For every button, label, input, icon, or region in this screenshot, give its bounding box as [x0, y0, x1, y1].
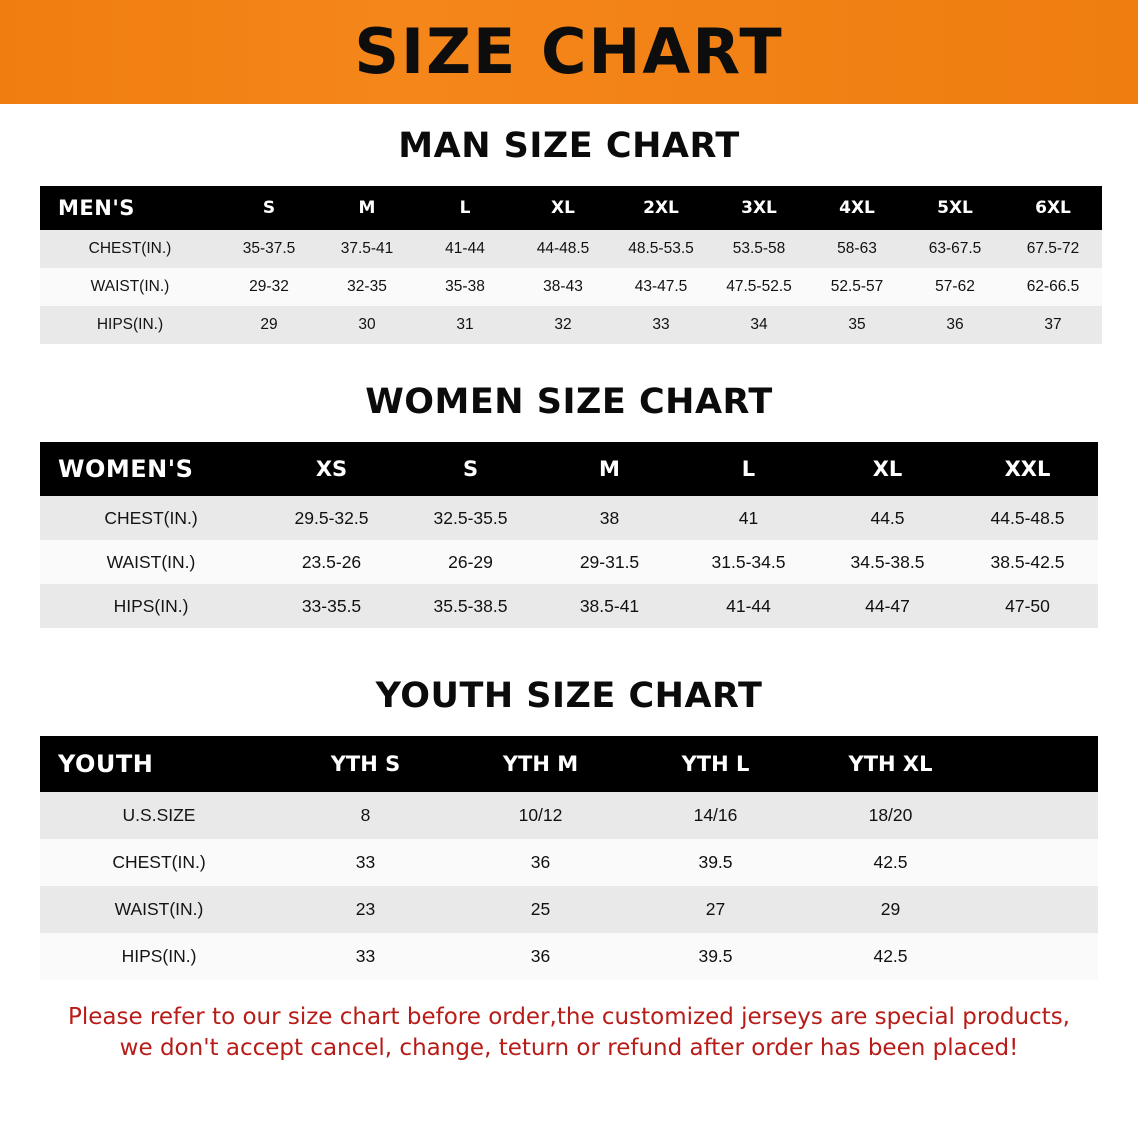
man-header-cell-3: L	[416, 186, 514, 230]
man-cell-0-3: 44-48.5	[536, 240, 590, 257]
women-cell-1-1: 26-29	[448, 551, 493, 572]
youth-table-wrapper	[40, 736, 1098, 980]
man-row-label-0: CHEST(IN.)	[88, 240, 172, 257]
women-header-cell-2: S	[401, 442, 540, 496]
women-header-cell-0: WOMEN'S	[40, 442, 262, 496]
youth-cell-1-2: 39.5	[698, 852, 733, 872]
women-size-table	[40, 442, 1098, 628]
header-banner	[0, 0, 1138, 104]
man-cell-0-1: 37.5-41	[340, 240, 394, 257]
man-cell-0-6: 58-63	[837, 240, 877, 257]
man-cell-0-2: 41-44	[445, 240, 485, 257]
youth-header-cell-blank	[978, 736, 1098, 792]
women-cell-0-3: 41	[738, 507, 759, 528]
women-header-cell-4: L	[679, 442, 818, 496]
man-cell-1-0: 29-32	[249, 278, 289, 295]
women-cell-1-4: 34.5-38.5	[850, 551, 925, 572]
man-header-cell-7: 4XL	[808, 186, 906, 230]
man-header-cell-0: MEN'S	[40, 186, 220, 230]
women-header-cell-5: XL	[818, 442, 957, 496]
man-cell-2-1: 30	[358, 316, 376, 333]
youth-header-cell-1: YTH S	[278, 736, 453, 792]
table-row	[40, 268, 1102, 306]
youth-cell-3-3: 42.5	[873, 946, 908, 966]
man-header-cell-6: 3XL	[710, 186, 808, 230]
man-cell-0-0: 35-37.5	[242, 240, 296, 257]
youth-cell-0-blank	[978, 792, 1098, 839]
disclaimer-line-1: Please refer to our size chart before order,the customized jerseys are special products,	[67, 1004, 1070, 1030]
man-cell-2-5: 34	[750, 316, 768, 333]
youth-cell-3-blank	[978, 933, 1098, 980]
women-cell-0-1: 32.5-35.5	[433, 507, 508, 528]
women-row-label-1: WAIST(IN.)	[106, 551, 196, 572]
women-header-cell-1: XS	[262, 442, 401, 496]
women-cell-1-3: 31.5-34.5	[711, 551, 786, 572]
women-table-header-row	[40, 442, 1098, 496]
women-cell-2-4: 44-47	[865, 595, 910, 616]
man-header-cell-1: S	[220, 186, 318, 230]
women-cell-0-4: 44.5	[870, 507, 905, 528]
man-header-cell-2: M	[318, 186, 416, 230]
youth-cell-3-0: 33	[355, 946, 376, 966]
women-section-title: WOMEN SIZE CHART	[365, 382, 773, 422]
women-cell-0-0: 29.5-32.5	[294, 507, 369, 528]
youth-cell-2-0: 23	[355, 899, 376, 919]
women-row-label-0: CHEST(IN.)	[104, 507, 198, 528]
man-cell-0-5: 53.5-58	[732, 240, 786, 257]
table-row	[40, 839, 1098, 886]
disclaimer-line-2: we don't accept cancel, change, teturn or refund after order has been placed!	[119, 1035, 1019, 1062]
youth-section-title: YOUTH SIZE CHART	[375, 676, 763, 716]
youth-cell-1-blank	[978, 839, 1098, 886]
youth-cell-2-1: 25	[530, 899, 551, 919]
man-header-cell-4: XL	[514, 186, 612, 230]
man-cell-2-7: 36	[946, 316, 964, 333]
table-row	[40, 230, 1102, 268]
youth-header-cell-4: YTH XL	[803, 736, 978, 792]
youth-table-header-row	[40, 736, 1098, 792]
women-cell-1-5: 38.5-42.5	[990, 551, 1065, 572]
youth-header-cell-3: YTH L	[628, 736, 803, 792]
man-cell-1-7: 57-62	[935, 278, 975, 295]
page-title: SIZE CHART	[354, 15, 784, 88]
youth-cell-2-3: 29	[880, 899, 901, 919]
women-row-label-2: HIPS(IN.)	[113, 595, 189, 616]
man-cell-1-1: 32-35	[347, 278, 387, 295]
table-row	[40, 933, 1098, 980]
women-cell-2-3: 41-44	[726, 595, 771, 616]
youth-header-cell-2: YTH M	[453, 736, 628, 792]
man-cell-2-4: 33	[652, 316, 670, 333]
women-cell-2-2: 38.5-41	[579, 595, 640, 616]
youth-cell-0-2: 14/16	[693, 805, 738, 825]
youth-cell-3-1: 36	[530, 946, 551, 966]
man-cell-2-6: 35	[848, 316, 866, 333]
table-row	[40, 886, 1098, 933]
women-header-cell-6: XXL	[957, 442, 1098, 496]
table-row	[40, 496, 1098, 540]
table-row	[40, 792, 1098, 839]
youth-cell-1-0: 33	[355, 852, 376, 872]
women-cell-2-0: 33-35.5	[301, 595, 362, 616]
youth-size-table	[40, 736, 1098, 980]
women-header-cell-3: M	[540, 442, 679, 496]
man-section-title: MAN SIZE CHART	[398, 126, 740, 166]
youth-cell-0-3: 18/20	[868, 805, 913, 825]
youth-cell-0-1: 10/12	[518, 805, 563, 825]
man-cell-2-0: 29	[260, 316, 278, 333]
man-table-header-row	[40, 186, 1102, 230]
man-cell-1-6: 52.5-57	[830, 278, 884, 295]
man-size-table	[40, 186, 1102, 344]
youth-cell-1-3: 42.5	[873, 852, 908, 872]
youth-row-label-3: HIPS(IN.)	[121, 946, 197, 966]
youth-cell-3-2: 39.5	[698, 946, 733, 966]
man-cell-2-2: 31	[456, 316, 474, 333]
man-cell-0-4: 48.5-53.5	[628, 240, 694, 257]
man-cell-1-4: 43-47.5	[634, 278, 688, 295]
table-row	[40, 584, 1098, 628]
man-cell-0-8: 67.5-72	[1026, 240, 1080, 257]
man-cell-2-8: 37	[1044, 316, 1062, 333]
table-row	[40, 540, 1098, 584]
man-header-cell-8: 5XL	[906, 186, 1004, 230]
man-cell-1-3: 38-43	[543, 278, 583, 295]
women-table-wrapper	[40, 442, 1098, 628]
youth-row-label-2: WAIST(IN.)	[114, 899, 204, 919]
table-row	[40, 306, 1102, 344]
women-cell-2-1: 35.5-38.5	[433, 595, 508, 616]
man-cell-1-5: 47.5-52.5	[726, 278, 792, 295]
youth-cell-2-blank	[978, 886, 1098, 933]
women-cell-2-5: 47-50	[1005, 595, 1050, 616]
youth-header-cell-0: YOUTH	[40, 736, 278, 792]
youth-cell-0-0: 8	[360, 805, 371, 825]
youth-cell-1-1: 36	[530, 852, 551, 872]
man-row-label-1: WAIST(IN.)	[90, 278, 170, 295]
man-header-cell-9: 6XL	[1004, 186, 1102, 230]
women-cell-0-5: 44.5-48.5	[990, 507, 1065, 528]
man-cell-2-3: 32	[554, 316, 572, 333]
man-cell-1-2: 35-38	[445, 278, 485, 295]
women-cell-1-2: 29-31.5	[579, 551, 640, 572]
man-table-wrapper	[40, 186, 1098, 344]
women-cell-1-0: 23.5-26	[301, 551, 362, 572]
disclaimer-note	[36, 1002, 1102, 1065]
man-header-cell-5: 2XL	[612, 186, 710, 230]
man-cell-1-8: 62-66.5	[1026, 278, 1080, 295]
man-row-label-2: HIPS(IN.)	[96, 316, 164, 333]
youth-cell-2-2: 27	[705, 899, 726, 919]
youth-row-label-0: U.S.SIZE	[122, 805, 196, 825]
women-cell-0-2: 38	[599, 507, 620, 528]
man-cell-0-7: 63-67.5	[928, 240, 982, 257]
youth-row-label-1: CHEST(IN.)	[112, 852, 206, 872]
